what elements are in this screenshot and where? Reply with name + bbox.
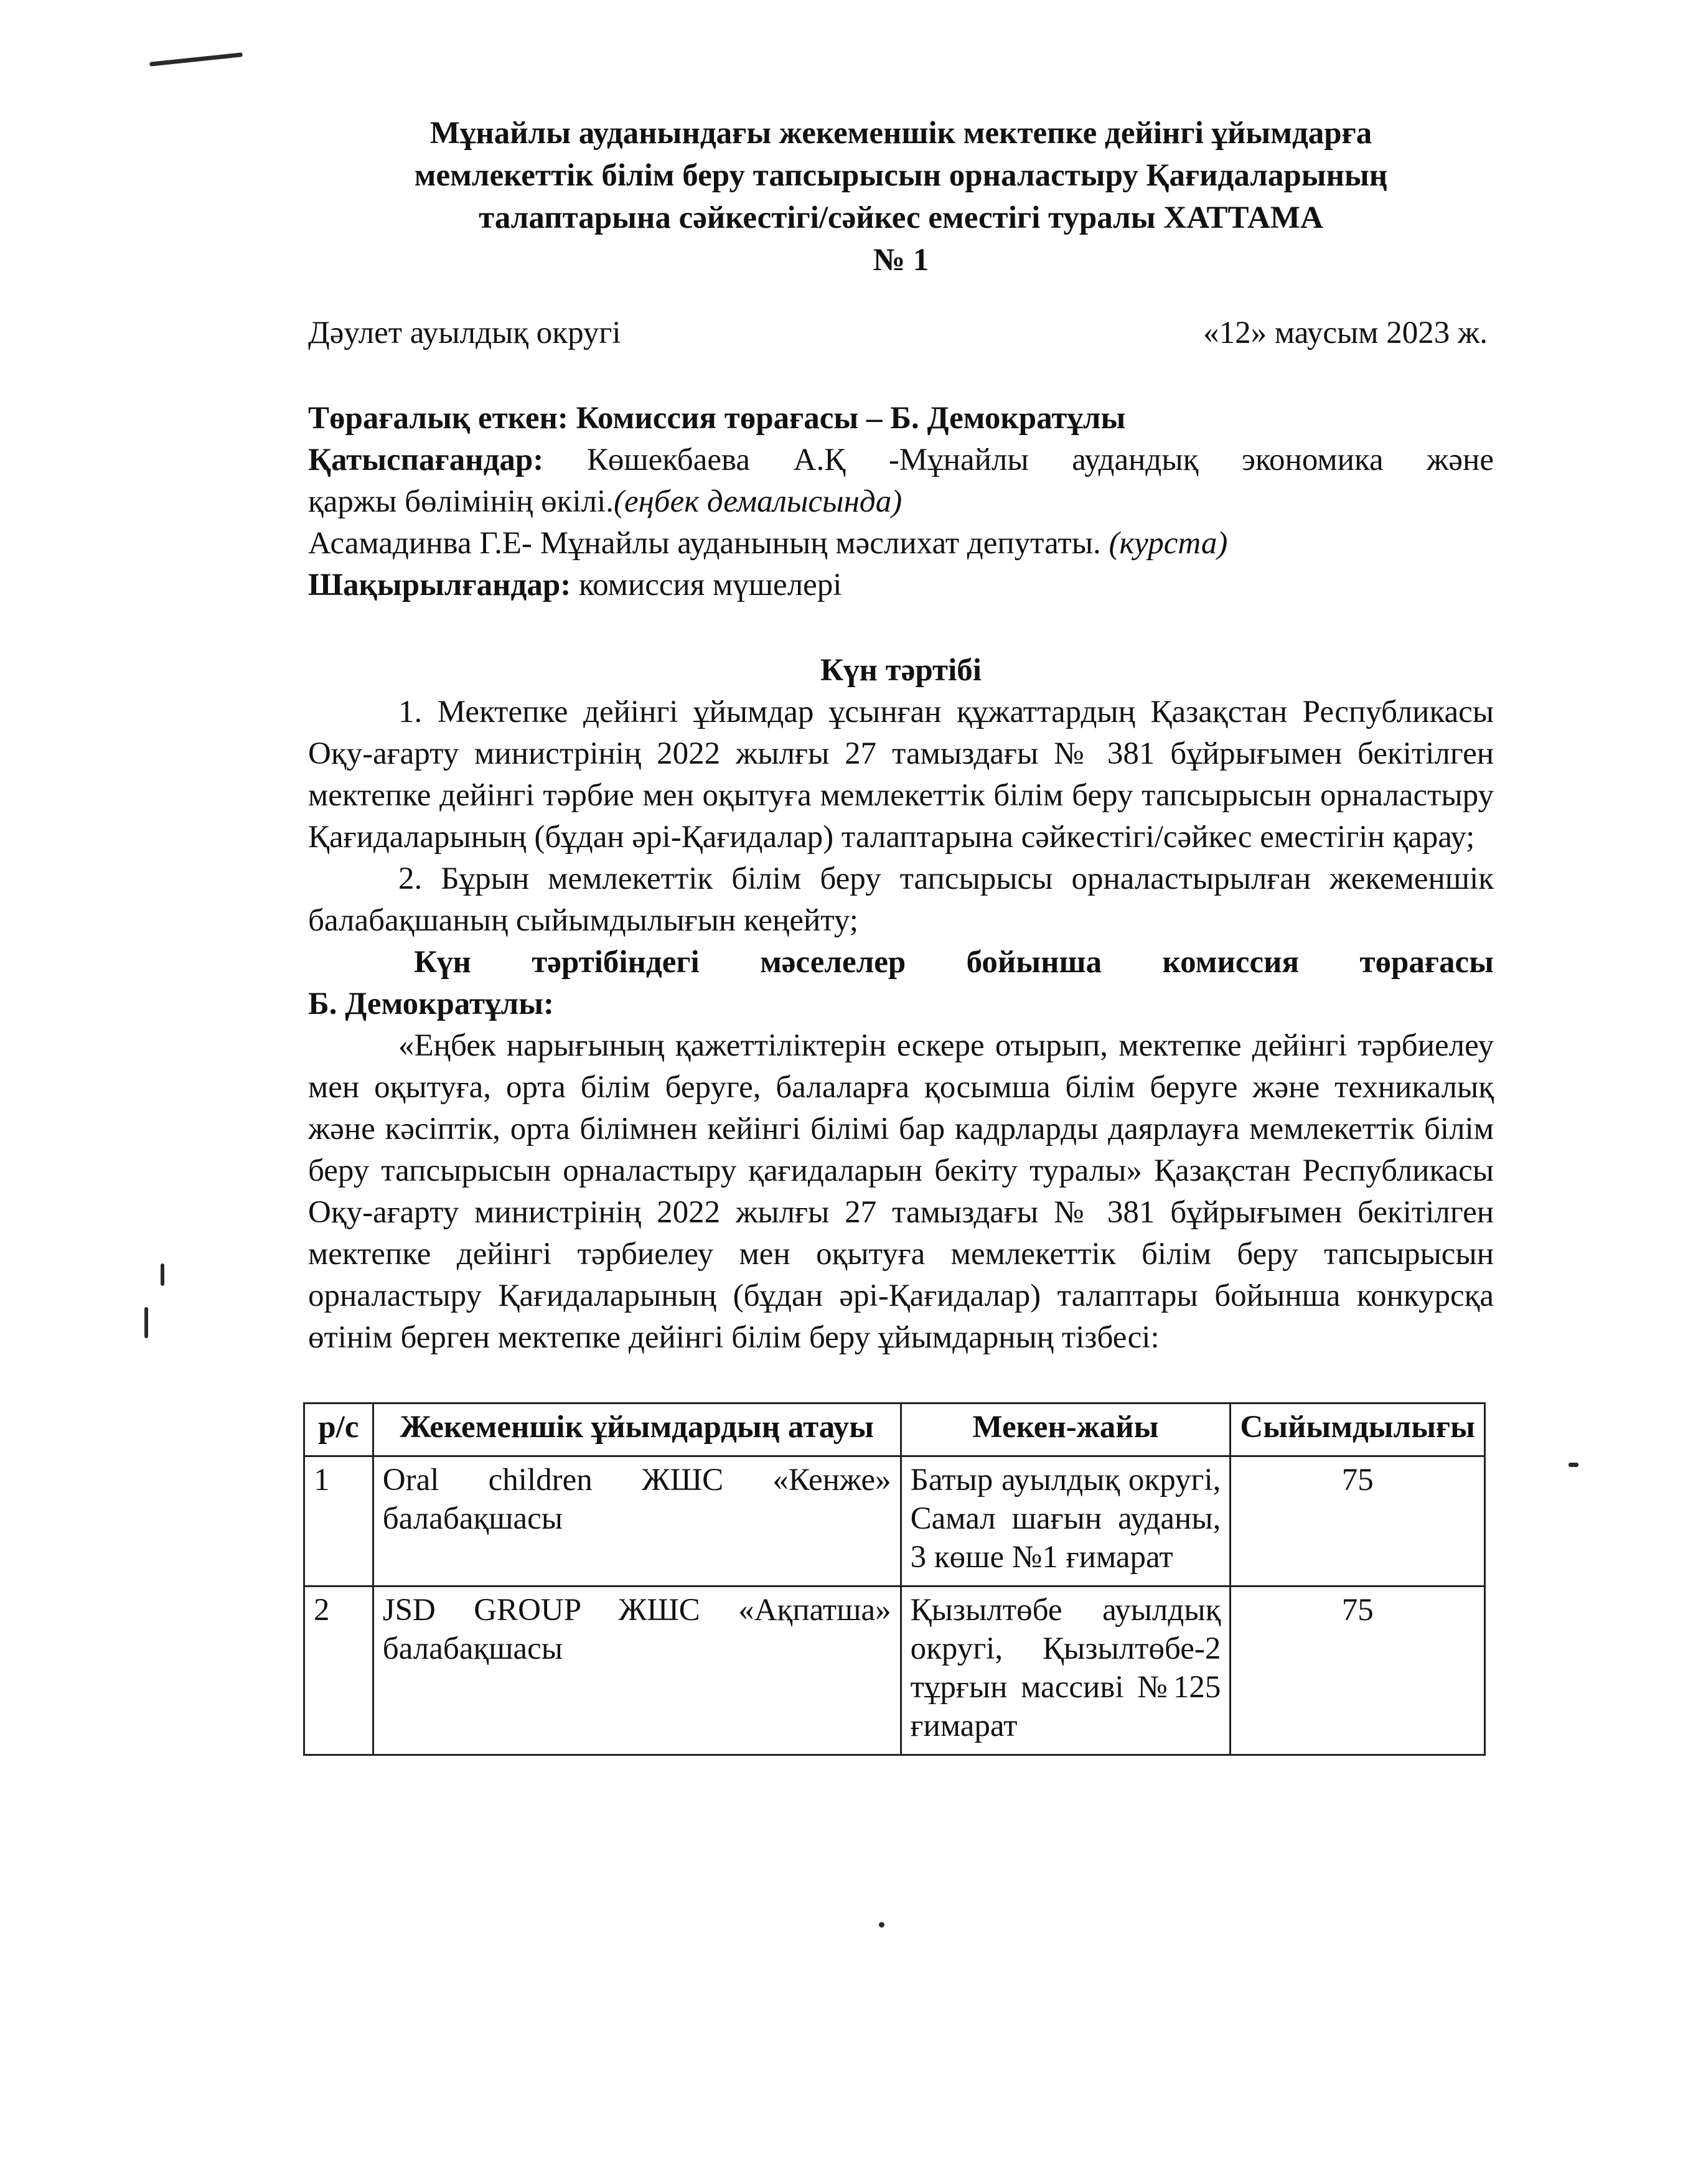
table-row xyxy=(304,1586,1485,1755)
place-date-row xyxy=(308,312,1494,354)
agenda-title: Күн тәртібі xyxy=(820,653,982,688)
absent-line-2 xyxy=(308,481,1494,523)
scan-mark-top-left xyxy=(149,52,243,67)
invited-label: Шақырылғандар: xyxy=(308,568,571,602)
header-capacity: Сыйымдылығы xyxy=(1231,1404,1485,1456)
document-page xyxy=(308,112,1494,1756)
speaker-line-2: Б. Демократұлы: xyxy=(308,987,555,1021)
place: Дәулет ауылдық округі xyxy=(308,316,621,350)
title-line-2: мемлекеттік білім беру тапсырысын орналастыру Қағидаларының xyxy=(414,158,1388,193)
header-num: р/с xyxy=(304,1404,373,1456)
row-capacity: 75 xyxy=(1231,1586,1485,1755)
date: «12» маусым 2023 ж. xyxy=(1203,316,1488,350)
agenda-item-1: 1. Мектепке дейінгі ұйымдар ұсынған құжаттардың Қазақстан Республикасы Оқу-ағарту министрінің 2022 жылғы 27 тамыздағы № 381 бұйрығымен бекітілген мектепке дейінгі тәрбие мен оқытуға мемлекеттік білім беру тапсырысын орналастыру Қағидаларының (бұдан әрі-Қағидалар) талаптарына сәйкестігі/сәйкес еместігін қарау; xyxy=(308,695,1494,855)
document-title xyxy=(308,112,1494,281)
applicants-table xyxy=(303,1402,1486,1756)
statement-paragraph: «Еңбек нарығының қажеттіліктерін ескере отырып, мектепке дейінгі тәрбиелеу мен оқытуға, орта білім беруге, балаларға қосымша білім беруге және техникалық және кәсіптік, орта білімнен кейінгі білімі бар кадрларды даярлауға мемлекеттік білім беру тапсырысын орналастыру қағидаларын бекіту туралы» Қазақстан Республикасы Оқу-ағарту министрінің 2022 жылғы 27 тамыздағы № 381 бұйрығымен бекітілген мектепке дейінгі тәрбиелеу мен оқытуға мемлекеттік білім беру тапсырысын орналастыру Қағидаларының (бұдан әрі-Қағидалар) талаптары бойынша конкурсқа өтінім берген мектепке дейінгі білім беру ұйымдарның тізбесі: xyxy=(308,1028,1494,1355)
absent-note-2: (еңбек демалысында) xyxy=(614,484,903,519)
scan-mark-left-1 xyxy=(161,1263,164,1286)
scan-mark-right xyxy=(1568,1463,1578,1467)
absent-text-1: Көшекбаева А.Қ -Мұнайлы аудандық экономика және xyxy=(586,443,1494,477)
chair-line: Төрағалық еткен: Комиссия төрағасы – Б. Демократұлы xyxy=(308,401,1126,436)
absent-note-3: (курста) xyxy=(1109,526,1228,561)
absent-text-3: Асамадинва Г.Е- Мұнайлы ауданының мәслихат депутаты. xyxy=(308,526,1109,561)
row-address: Қызылтөбе ауылдық округі, Қызылтөбе-2 тұрғын массиві №125 ғимарат xyxy=(901,1586,1231,1755)
invited-line xyxy=(308,565,1494,606)
absent-label: Қатыспағандар: xyxy=(308,443,544,477)
scan-mark-bottom-dot xyxy=(879,1922,884,1928)
row-address: Батыр ауылдық округі, Самал шағын ауданы, 3 көше №1 ғимарат xyxy=(901,1456,1231,1586)
row-num: 2 xyxy=(304,1586,373,1755)
participants-block xyxy=(308,398,1494,606)
speaker-line-1: Күн тәртібіндегі мәселелер бойынша комиссия төрағасы xyxy=(414,945,1494,980)
row-name: JSD GROUP ЖШС «Ақпатша» балабақшасы xyxy=(373,1586,901,1755)
absent-line-1 xyxy=(308,439,1494,481)
scan-mark-left-2 xyxy=(144,1307,148,1338)
title-line-1: Мұнайлы ауданындағы жекеменшік мектепке дейінгі ұйымдарға xyxy=(429,116,1372,151)
row-num: 1 xyxy=(304,1456,373,1586)
title-line-3: талаптарына сәйкестігі/сәйкес еместігі туралы ХАТТАМА xyxy=(479,200,1323,235)
header-address: Мекен-жайы xyxy=(901,1404,1231,1456)
absent-text-2: қаржы бөлімінің өкілі. xyxy=(308,484,614,519)
invited-text: комиссия мүшелері xyxy=(571,568,842,602)
row-capacity: 75 xyxy=(1231,1456,1485,1586)
table-header-row xyxy=(304,1404,1485,1456)
header-name: Жекеменшік ұйымдардың атауы xyxy=(373,1404,901,1456)
absent-line-3 xyxy=(308,523,1494,565)
table-row xyxy=(304,1456,1485,1586)
agenda-item-2: 2. Бұрын мемлекеттік білім беру тапсырысы орналастырылған жекеменшік балабақшаның сыйымдылығын кеңейту; xyxy=(308,861,1494,938)
protocol-number: № 1 xyxy=(873,243,929,278)
row-name: Oral children ЖШС «Кенже» балабақшасы xyxy=(373,1456,901,1586)
